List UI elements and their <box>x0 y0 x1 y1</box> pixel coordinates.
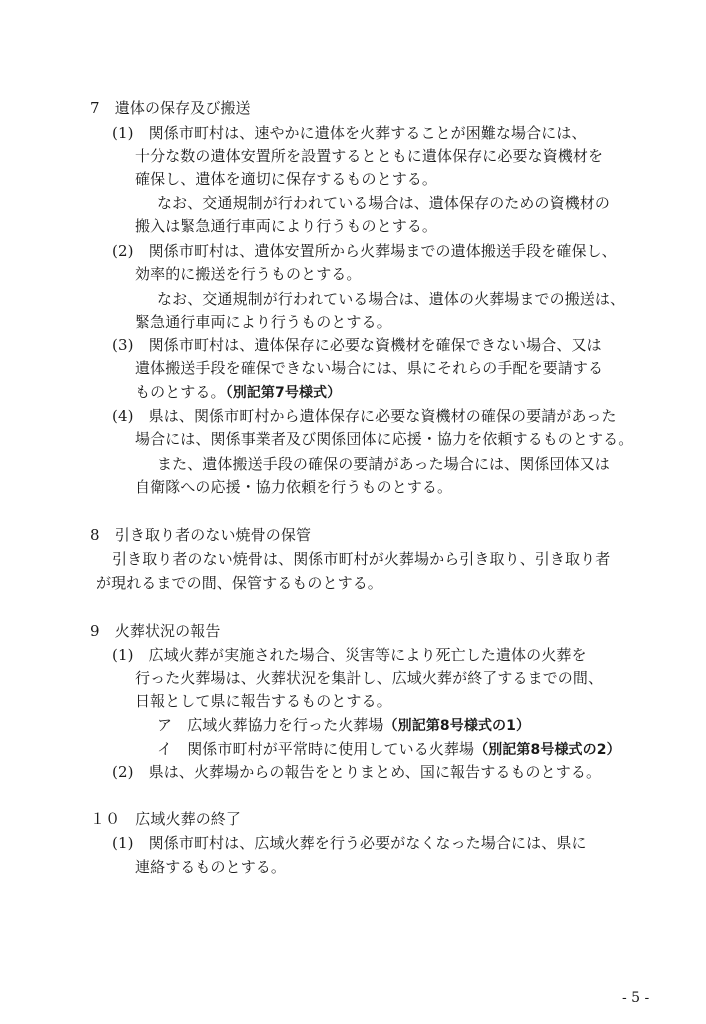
section-10-heading: １０ 広域火葬の終了 <box>90 810 242 828</box>
section-8-heading: 8 引き取り者のない焼骨の保管 <box>90 526 312 544</box>
s7-p3-line2: 遺体搬送手段を確保できない場合には、県にそれらの手配を要請する <box>135 359 604 377</box>
s9-p1-line2: 行った火葬場は、火葬状況を集計し、広域火葬が終了するまでの間、 <box>135 669 604 687</box>
s7-p2-line2: 効率的に搬送を行うものとする。 <box>135 265 362 283</box>
s7-p1-line1: (1) 関係市町村は、速やかに遺体を火葬することが困難な場合には、 <box>112 124 587 142</box>
s9-p1-item-i <box>157 738 621 762</box>
s9-item-a-text: ア 広域火葬協力を行った火葬場 <box>157 716 384 734</box>
s7-p4-line2: 場合には、関係事業者及び関係団体に応援・協力を依頼するものとする。 <box>135 430 634 448</box>
form-ref-8-2: （別記第8号様式の2） <box>474 742 621 758</box>
s7-p2-line3: なお、交通規制が行われている場合は、遺体の火葬場までの搬送は、 <box>157 290 626 308</box>
section-9-heading: 9 火葬状況の報告 <box>90 622 221 640</box>
s7-p4-line3: また、遺体搬送手段の確保の要請があった場合には、関係団体又は <box>157 455 610 473</box>
s7-p3-line3-text: ものとする。 <box>135 383 226 401</box>
s8-line2: が現れるまでの間、保管するものとする。 <box>96 574 383 592</box>
s9-p1-line3: 日報として県に報告するものとする。 <box>135 692 392 710</box>
s9-p1-item-a <box>157 714 530 738</box>
s7-p3-line3 <box>135 381 341 405</box>
s7-p2-line1: (2) 関係市町村は、遺体安置所から火葬場までの遺体搬送手段を確保し、 <box>112 242 617 260</box>
s7-p1-line2: 十分な数の遺体安置所を設置するとともに遺体保存に必要な資機材を <box>135 147 604 165</box>
s10-p1-line2: 連絡するものとする。 <box>135 858 287 876</box>
s8-line1: 引き取り者のない焼骨は、関係市町村が火葬場から引き取り、引き取り者 <box>112 550 611 568</box>
form-ref-8-1: （別記第8号様式の1） <box>383 718 531 734</box>
page-number: - 5 - <box>622 990 650 1006</box>
s9-p2-line1: (2) 県は、火葬場からの報告をとりまとめ、国に報告するものとする。 <box>112 763 602 781</box>
s7-p1-line5: 搬入は緊急通行車両により行うものとする。 <box>135 217 438 235</box>
s9-p1-line1: (1) 広域火葬が実施された場合、災害等により死亡した遺体の火葬を <box>112 646 587 664</box>
s10-p1-line1: (1) 関係市町村は、広域火葬を行う必要がなくなった場合には、県に <box>112 834 587 852</box>
s7-p2-line4: 緊急通行車両により行うものとする。 <box>135 313 392 331</box>
section-7-heading: 7 遺体の保存及び搬送 <box>90 99 251 117</box>
s7-p1-line3: 確保し、遺体を適切に保存するものとする。 <box>135 170 438 188</box>
form-ref-7: （別記第7号様式） <box>225 385 342 401</box>
s7-p1-line4: なお、交通規制が行われている場合は、遺体保存のための資機材の <box>157 194 611 212</box>
s7-p4-line4: 自衛隊への応援・協力依頼を行うものとする。 <box>135 478 453 496</box>
s9-item-i-text: イ 関係市町村が平常時に使用している火葬場 <box>157 740 475 758</box>
s7-p3-line1: (3) 関係市町村は、遺体保存に必要な資機材を確保できない場合、又は <box>112 336 602 354</box>
s7-p4-line1: (4) 県は、関係市町村から遺体保存に必要な資機材の確保の要請があった <box>112 407 617 425</box>
